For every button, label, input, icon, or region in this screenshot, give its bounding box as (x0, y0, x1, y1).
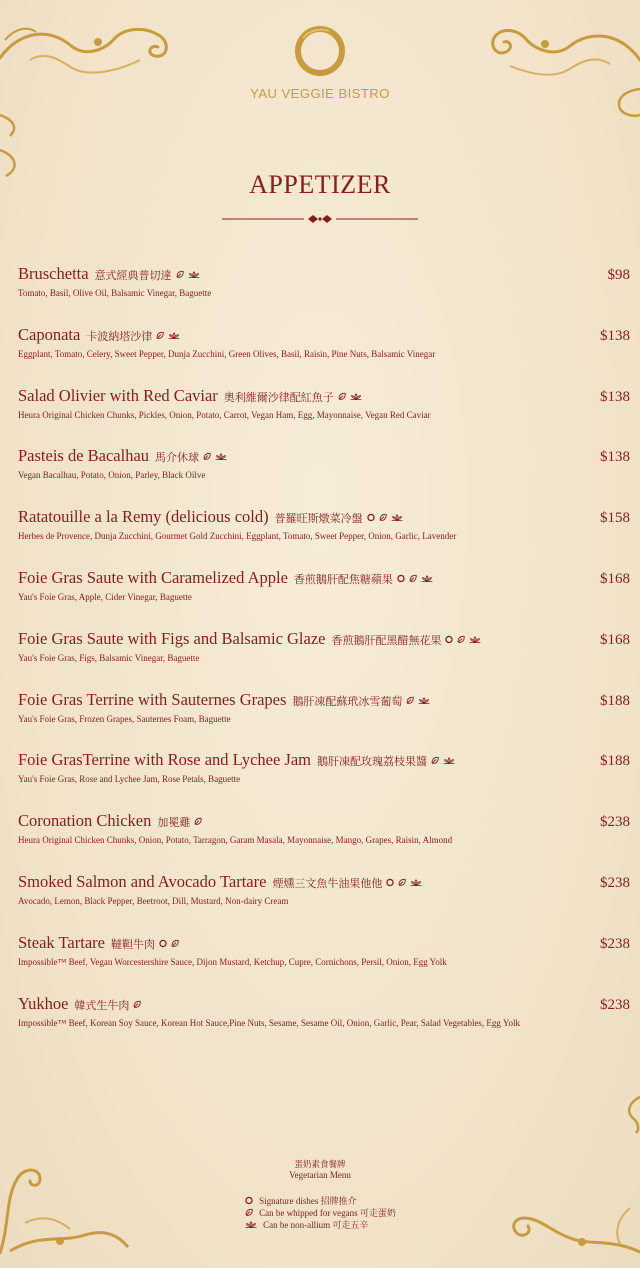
item-price: $158 (600, 510, 630, 527)
ring-icon (385, 878, 395, 887)
item-heading (18, 933, 630, 953)
item-marks (366, 513, 404, 522)
item-name: Coronation Chicken (18, 811, 152, 831)
menu-item (18, 629, 630, 690)
item-heading (18, 264, 630, 284)
menu-item (18, 690, 630, 751)
item-heading (18, 386, 630, 406)
leaf-icon (132, 1000, 142, 1009)
item-marks (385, 878, 423, 887)
item-marks (175, 270, 201, 279)
leaf-icon (175, 270, 185, 279)
leaf-icon (430, 756, 440, 765)
ring-icon (396, 574, 406, 583)
item-heading (18, 446, 630, 466)
title-divider (222, 212, 418, 226)
leaf-icon (202, 452, 212, 461)
ring-icon (366, 513, 376, 522)
item-marks (337, 392, 363, 401)
leaf-icon (456, 635, 466, 644)
item-description: Herbes de Provence, Dunja Zucchini, Gourmet Gold Zucchini, Eggplant, Tomato, Sweet Pepper, Onion, Garlic, Lavender (18, 531, 457, 542)
item-description: Yau's Foie Gras, Rose and Lychee Jam, Rose Petals, Baguette (18, 774, 241, 785)
item-chinese-name: 奧利維爾沙律配紅魚子 (223, 390, 334, 404)
item-price: $168 (600, 631, 630, 648)
item-description: Tomato, Basil, Olive Oil, Balsamic Vinegar, Baguette (18, 288, 212, 298)
item-price: $138 (600, 327, 630, 344)
ornament-right-lower (624, 1095, 640, 1135)
item-heading (18, 994, 630, 1014)
lotus-icon (420, 574, 434, 583)
item-price: $168 (600, 570, 630, 587)
item-chinese-name: 鵝肝凍配玫瑰荔枝果醬 (317, 755, 428, 769)
item-name: Foie Gras Saute with Caramelized Apple (18, 567, 288, 587)
item-chinese-name: 韓式生牛肉 (74, 998, 130, 1012)
item-description: Avocado, Lemon, Black Pepper, Beetroot, Dill, Mustard, Non-dairy Cream (18, 895, 289, 906)
item-price: $188 (600, 753, 630, 770)
footer-en-title: Vegetarian Menu (289, 1170, 351, 1180)
menu-item (18, 994, 630, 1055)
lotus-icon (417, 696, 431, 705)
menu-item (18, 264, 630, 325)
leaf-icon (378, 513, 388, 522)
leaf-icon (405, 696, 415, 705)
item-marks (158, 939, 180, 948)
item-heading (18, 750, 630, 770)
menu-item (18, 507, 630, 568)
item-description: Impossible™ Beef, Vegan Worcestershire Sauce, Dijon Mustard, Ketchup, Cupre, Cornichons, Persil, Onion, Egg Yolk (18, 956, 447, 967)
lotus-icon (187, 270, 201, 279)
item-marks (132, 1000, 142, 1009)
item-marks (405, 696, 431, 705)
item-name: Pasteis de Bacalhau (18, 446, 150, 466)
legend-label: Signature dishes 招牌推介 (259, 1195, 357, 1206)
item-price: $238 (600, 935, 630, 952)
menu-item (18, 933, 630, 994)
legend-row (244, 1194, 396, 1206)
item-chinese-name: 馬介休球 (155, 451, 200, 465)
item-chinese-name: 香煎鵝肝配黑醋無花果 (331, 633, 442, 647)
menu-item (18, 325, 630, 386)
footer-zh-title: 蛋奶素食餐牌 (294, 1160, 346, 1170)
item-chinese-name: 鵝肝凍配蘇玳冰雪葡萄 (292, 694, 403, 708)
leaf-icon (155, 331, 165, 340)
item-chinese-name: 加冕雞 (157, 816, 191, 830)
item-price: $138 (600, 388, 630, 405)
item-name: Bruschetta (18, 264, 89, 283)
item-marks (430, 756, 456, 765)
item-marks (396, 574, 434, 583)
menu-item (18, 386, 630, 447)
item-heading (18, 629, 630, 649)
item-name: Caponata (18, 324, 81, 344)
legend-label: Can be whipped for vegans 可走蛋奶 (259, 1207, 396, 1218)
lotus-icon (442, 756, 456, 765)
menu-item (18, 872, 630, 933)
lotus-icon (167, 331, 181, 340)
item-name: Foie GrasTerrine with Rose and Lychee Jam (18, 750, 312, 770)
item-chinese-name: 意式經典普切達 (94, 269, 172, 282)
item-heading (18, 568, 630, 588)
menu-item (18, 568, 630, 629)
lotus-icon (214, 452, 228, 461)
menu-items (18, 264, 630, 1054)
item-chinese-name: 煙燻三文魚牛油果他他 (272, 876, 383, 890)
ring-icon (158, 939, 168, 948)
item-chinese-name: 香煎鵝肝配焦糖蘋果 (293, 572, 393, 586)
legend-label: Can be non-allium 可走五辛 (263, 1219, 369, 1230)
item-name: Foie Gras Saute with Figs and Balsamic Glaze (18, 628, 326, 648)
item-price: $238 (600, 814, 630, 831)
item-chinese-name: 韃靼牛肉 (110, 937, 155, 951)
item-description: Impossible™ Beef, Korean Soy Sauce, Korean Hot Sauce,Pine Nuts, Sesame, Sesame Oil, Onion, Garlic, Pear, Salad Vegetables, Egg Yolk (18, 1017, 520, 1028)
item-description: Heura Original Chicken Chunks, Pickles, Onion, Potato, Carrot, Vegan Ham, Egg, Mayonnaise, Vegan Red Caviar (18, 409, 431, 420)
lotus-icon (468, 635, 482, 644)
leaf-icon (244, 1208, 254, 1217)
legend-row (244, 1218, 396, 1230)
lotus-icon (349, 392, 363, 401)
ring-icon (444, 635, 454, 644)
leaf-icon (193, 817, 203, 826)
item-marks (155, 331, 181, 340)
menu-item (18, 446, 630, 507)
item-chinese-name: 卡波納塔沙律 (86, 329, 153, 343)
item-description: Eggplant, Tomato, Celery, Sweet Pepper, Dunja Zucchini, Green Olives, Basil, Raisin, Pine Nuts, Balsamic Vinegar (18, 348, 436, 359)
item-name: Yukhoe (18, 993, 69, 1013)
item-description: Vegan Bacalhau, Potato, Onion, Parley, Black Oilve (18, 470, 206, 481)
item-price: $188 (600, 692, 630, 709)
leaf-icon (397, 878, 407, 887)
menu-item (18, 811, 630, 872)
leaf-icon (170, 939, 180, 948)
item-marks (193, 817, 203, 826)
item-description: Yau's Foie Gras, Apple, Cider Vinegar, Baguette (18, 591, 192, 602)
ring-logo-icon (291, 22, 349, 84)
item-heading (18, 507, 630, 527)
item-heading (18, 325, 630, 345)
item-heading (18, 690, 630, 710)
item-name: Steak Tartare (18, 932, 105, 952)
section-title: APPETIZER (249, 170, 391, 199)
menu-item (18, 750, 630, 811)
item-name: Foie Gras Terrine with Sauternes Grapes (18, 689, 287, 709)
lotus-icon (244, 1220, 258, 1229)
item-marks (202, 452, 228, 461)
item-price: $238 (600, 996, 630, 1013)
item-description: Heura Original Chicken Chunks, Onion, Potato, Tarragon, Garam Masala, Mayonnaise, Mango, Grapes, Raisin, Almond (18, 835, 453, 846)
leaf-icon (408, 574, 418, 583)
leaf-icon (337, 392, 347, 401)
item-chinese-name: 普羅旺斯燉菜冷盤 (274, 512, 363, 526)
lotus-icon (390, 513, 404, 522)
item-name: Salad Olivier with Red Caviar (18, 385, 218, 405)
lotus-icon (409, 878, 423, 887)
brand-name: YAU VEGGIE BISTRO (250, 86, 390, 101)
item-price: $238 (600, 874, 630, 891)
legend-row (244, 1206, 396, 1218)
item-name: Ratatouille a la Remy (delicious cold) (18, 507, 269, 527)
item-description: Yau's Foie Gras, Frozen Grapes, Sauternes Foam, Baguette (18, 713, 231, 724)
item-price: $98 (607, 267, 630, 283)
brand-logo (0, 22, 640, 101)
item-heading (18, 811, 630, 831)
item-marks (444, 635, 482, 644)
ring-icon (244, 1196, 254, 1205)
item-price: $138 (600, 449, 630, 466)
item-name: Smoked Salmon and Avocado Tartare (18, 871, 267, 891)
item-heading (18, 872, 630, 892)
item-description: Yau's Foie Gras, Figs, Balsamic Vinegar, Baguette (18, 652, 200, 663)
icon-legend (244, 1194, 396, 1230)
menu-footer (0, 1158, 640, 1231)
